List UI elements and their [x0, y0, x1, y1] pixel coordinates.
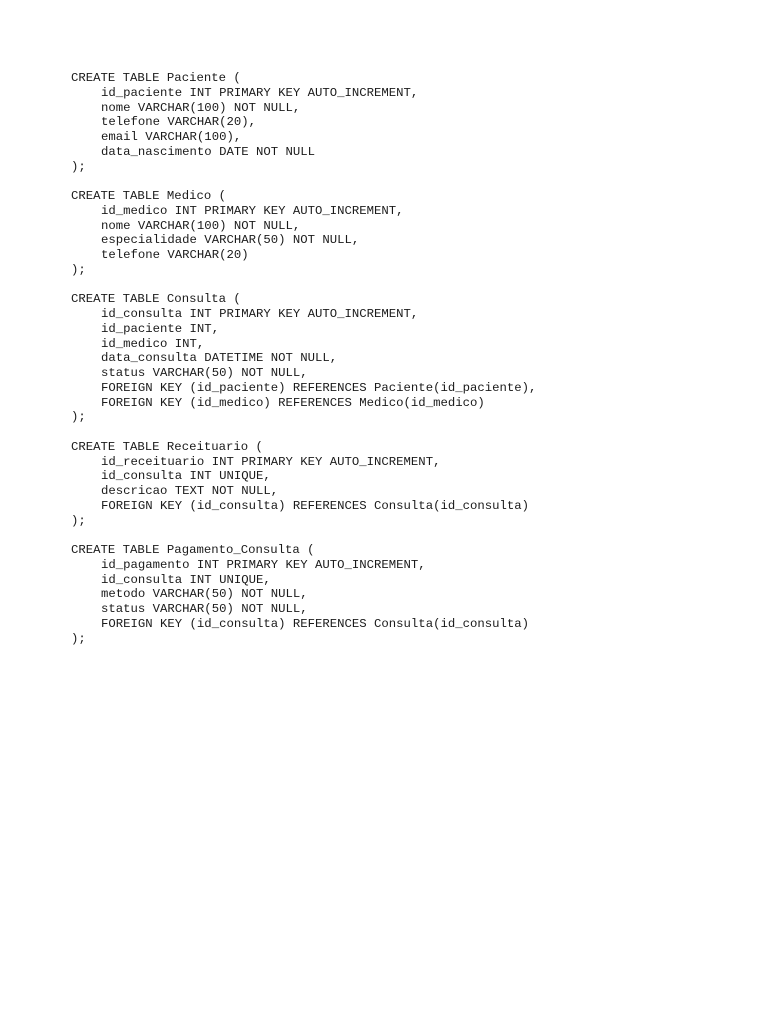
code-line: metodo VARCHAR(50) NOT NULL, [101, 587, 308, 602]
code-line: data_nascimento DATE NOT NULL [101, 144, 316, 159]
code-line: id_paciente INT PRIMARY KEY AUTO_INCREMENT, [101, 85, 419, 100]
code-line: id_paciente INT, [101, 321, 220, 336]
sql-code-listing [71, 71, 536, 661]
code-line-footer: ); [71, 159, 86, 174]
code-line: email VARCHAR(100), [101, 130, 242, 144]
code-line: telefone VARCHAR(20), [101, 115, 256, 130]
code-line: FOREIGN KEY (id_consulta) REFERENCES Consulta(id_consulta) [101, 498, 530, 513]
create-table-paciente [71, 71, 536, 174]
code-line: id_consulta INT PRIMARY KEY AUTO_INCREMENT, [101, 307, 419, 321]
code-line-header: CREATE TABLE Medico ( [71, 189, 226, 203]
code-line: FOREIGN KEY (id_consulta) REFERENCES Consulta(id_consulta) [101, 616, 530, 631]
code-line-footer: ); [71, 262, 86, 277]
code-line-header: CREATE TABLE Paciente ( [71, 71, 241, 85]
code-line-footer: ); [71, 410, 86, 425]
code-line-footer: ); [71, 631, 86, 646]
code-line: data_consulta DATETIME NOT NULL, [101, 351, 338, 366]
code-line: id_receituario INT PRIMARY KEY AUTO_INCREMENT, [101, 454, 441, 469]
code-line-header: CREATE TABLE Consulta ( [71, 292, 241, 307]
code-line: id_medico INT, [101, 336, 205, 351]
create-table-medico [71, 189, 536, 278]
code-line: id_consulta INT UNIQUE, [101, 572, 271, 587]
code-line: status VARCHAR(50) NOT NULL, [101, 366, 308, 380]
code-line: id_medico INT PRIMARY KEY AUTO_INCREMENT, [101, 203, 404, 218]
create-table-consulta [71, 292, 536, 425]
code-line: id_pagamento INT PRIMARY KEY AUTO_INCREMENT, [101, 557, 426, 572]
code-line-header: CREATE TABLE Receituario ( [71, 439, 263, 454]
code-line: status VARCHAR(50) NOT NULL, [101, 602, 308, 616]
code-line: telefone VARCHAR(20) [101, 248, 249, 262]
create-table-pagamento-consulta [71, 543, 536, 646]
code-line: especialidade VARCHAR(50) NOT NULL, [101, 233, 360, 248]
code-line: FOREIGN KEY (id_medico) REFERENCES Medico(id_medico) [101, 395, 485, 410]
create-table-receituario [71, 440, 536, 529]
code-line: FOREIGN KEY (id_paciente) REFERENCES Paciente(id_paciente), [101, 380, 537, 395]
code-line: nome VARCHAR(100) NOT NULL, [101, 218, 301, 233]
code-line-header: CREATE TABLE Pagamento_Consulta ( [71, 543, 315, 557]
code-line: id_consulta INT UNIQUE, [101, 469, 271, 484]
code-line-footer: ); [71, 513, 86, 528]
code-line: descricao TEXT NOT NULL, [101, 484, 279, 498]
code-line: nome VARCHAR(100) NOT NULL, [101, 100, 301, 115]
